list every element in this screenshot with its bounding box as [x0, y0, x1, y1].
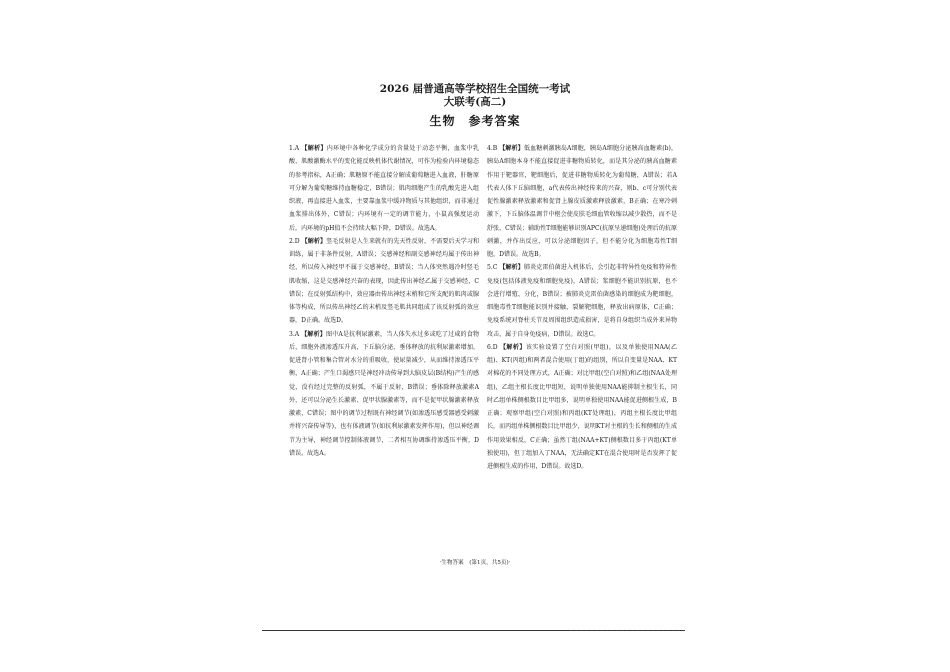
- answer-number: 6.D: [487, 343, 498, 351]
- right-column: [487, 142, 677, 473]
- answer-number: 2.D: [289, 237, 300, 245]
- analysis-tag: 【解析】: [499, 343, 526, 351]
- answer-number: 4.B: [487, 145, 498, 152]
- left-column: [289, 142, 479, 460]
- analysis-tag: 【解析】: [499, 264, 524, 272]
- answer-item-5: [487, 261, 677, 341]
- answer-text: 肺炎克雷伯菌进入机体后，会引起非特异性免疫和特异性免疫(包括体液免疫和细胞免疫)，A错误；浆细胞不能识别抗原，也不会进行增殖、分化，B错误；被肺炎克雷伯菌感染的细胞成为靶细胞，细胞毒性T细胞能识别并接触、裂解靶细胞，释放出病原体，C正确；免疫系统对脊柱关节及周围组织造成损害，是将自身组织当成外来异物攻击，属于自身免疫病，D错误。故选C。: [487, 264, 678, 338]
- answer-text: 图中A是抗利尿激素，当人体失水过多或吃了过咸的食物后，细胞外液渗透压升高，下丘脑分泌、垂体释放的抗利尿激素增加，促进肾小管和集合管对水分的重吸收，使尿量减少，从而维持渗透压平衡，A正确；产生口渴感只是神经冲动传导到大脑皮层(B结构)产生的感觉，没有经过完整的反射弧，不属于反射，B错误；垂体除释放激素A外，还可以分泌生长激素、促甲状腺激素等，而不是促甲状腺激素释放激素，C错误；图中的调节过程既有神经调节(如渗透压感受器感受刺激并将兴奋传导等)，也有体液调节(如抗利尿激素发挥作用)，但以神经调节为主导，神经调节控制体液调节，二者相互协调维持渗透压平衡，D错误。故选A。: [289, 330, 479, 457]
- answer-text: 内环境中各种化学成分的含量处于动态平衡，血浆中乳酸、肌酸激酶水平的变化能反映机体代谢情况，可作为检验内环境稳态的参考指标，A正确；肌糖原不能直接分解成葡萄糖进入血液，肝糖原可分解为葡萄糖维持血糖稳定，B错误；肌肉细胞产生的乳酸先进入组织液，再直接进入血浆，主要靠血浆中缓冲物质与其他组织，而非通过血浆排出体外，C错误；内环境有一定的调节能力，小鼠高强度运动后，内环境的pH值不会持续大幅下降，D错误。故选A。: [289, 145, 479, 232]
- exam-title: 2026 届普通高等学校招生全国统一考试: [379, 83, 571, 95]
- answer-item-4: [487, 142, 677, 261]
- bottom-dashed-rule: [570, 630, 685, 631]
- answer-number: 1.A: [289, 145, 300, 152]
- analysis-tag: 【解析】: [301, 237, 327, 245]
- answer-item-1: [289, 142, 479, 235]
- analysis-tag: 【解析】: [301, 330, 326, 338]
- answer-text: 该实验设置了空白对照(甲组)，以及单独使用NAA(乙组)、KT(丙组)和两者混合使用(丁组)的组别，所以自变量是NAA、KT对棉花的不同处理方式，A正确；对比甲组(空白对照)和乙组(NAA处理组)，乙组主根长度比甲组短，说明单独使用NAA能抑制主根生长，同时乙组单株侧根数目比甲组多，说明单独使用NAA能促进侧根生成，B正确；观察甲组(空白对照)和丙组(KT处理组)，丙组主根长度比甲组长，而丙组单株侧根数目比甲组少，说明KT对主根的生长和侧根的生成作用效果相反，C正确；虽然丁组(NAA+KT)侧根数目多于丙组(KT单独使用)，但丁组加入了NAA，无法确定KT在混合使用时是否发挥了促进侧根生成的作用，D错误。故选D。: [487, 343, 677, 470]
- answer-text: 低血糖刺激胰岛A细胞，胰岛A细胞分泌胰高血糖素(b)，胰岛A细胞本身不能直接促进非糖物质转化，而是其分泌的胰高血糖素作用于靶器官，靶细胞后，促进非糖物质转化为葡萄糖，A错误；若A代表人体下丘脑细胞，a代表传出神经传来的兴奋，则b、c可分别代表促性腺激素释放激素和促肾上腺皮质激素释放激素，B正确；在寒冷刺激下，下丘脑体温调节中枢会使皮肤毛细血管收缩以减少散热，而不是舒张，C错误；辅助性T细胞能够识别APC(抗原呈递细胞)处理后的抗原刺激，并作出反应，可以分泌细胞因子，但不能分化为细胞毒性T细胞，D错误。故选B。: [487, 145, 678, 258]
- answer-text: 竖毛反射是人生来就有的先天性反射，不需要后天学习和训练，属于非条件反射，A错误；交感神经和副交感神经均属于传出神经，所以传入神经甲不属于交感神经，B错误；当人体突然遇冷时竖毛肌收缩，这是交感神经兴奋的表现，因此传出神经乙属于交感神经，C错误；在反射弧结构中，效应器由传出神经末梢和它所支配的肌肉或腺体等构成，所以传出神经乙的末梢及竖毛肌共同组成了该反射弧的效应器，D正确。故选D。: [289, 237, 479, 325]
- analysis-tag: 【解析】: [301, 145, 327, 152]
- subject-heading: 生物 参考答案: [429, 114, 521, 128]
- answer-item-3: [289, 328, 479, 461]
- answer-number: 5.C: [487, 264, 498, 272]
- answer-item-6: [487, 341, 677, 474]
- analysis-tag: 【解析】: [499, 145, 524, 152]
- page-footer: ·生物答案 (第1页，共5页)·: [439, 560, 511, 566]
- answer-number: 3.A: [289, 330, 300, 338]
- exam-subtitle: 大联考(高二): [443, 96, 507, 108]
- answer-item-2: [289, 235, 479, 328]
